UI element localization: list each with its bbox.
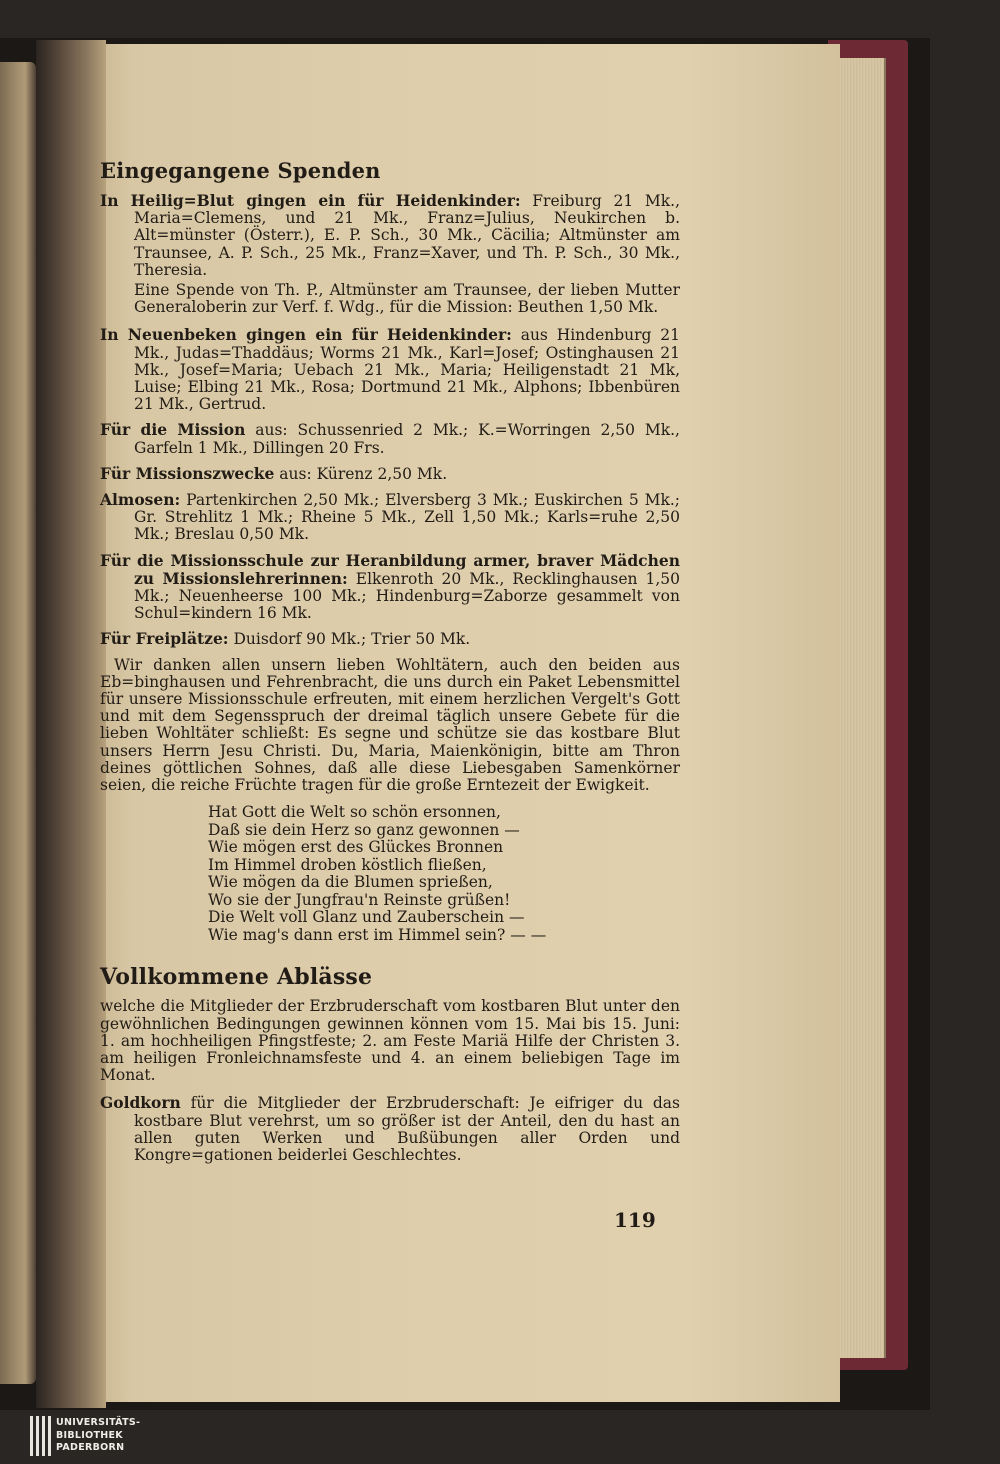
entry-text: für die Mitglieder der Erzbruderschaft: Je eifriger du das kostbare Blut verehrst, um so größer ist der Anteil, den du hast an allen guten Werken und Bußübungen aller Orden und Kongre=gationen beiderlei Geschlechtes. <box>134 1094 680 1164</box>
book-gutter <box>36 40 106 1408</box>
entry-text: aus Hindenburg 21 Mk., Judas=Thaddäus; Worms 21 Mk., Karl=Josef; Ostinghausen 21 Mk., Josef=Maria; Uebach 21 Mk., Maria; Heiligenstadt 21 Mk, Luise; Elbing 21 Mk., Rosa; Dortmund 21 Mk., Alphons; Ibbenbüren 21 Mk., Gertrud. <box>134 326 681 414</box>
entry-lead: Für Missionszwecke <box>100 463 275 483</box>
entry-missionsschule <box>100 552 680 623</box>
entry-heilig-blut <box>100 192 680 279</box>
poem-line: Wie mögen erst des Glückes Bronnen <box>208 838 504 857</box>
entry-text: aus: Schussenried 2 Mk.; K.=Worringen 2,50 Mk., Garfeln 1 Mk., Dillingen 20 Frs. <box>134 421 680 457</box>
poem-line: Wie mögen da die Blumen sprießen, <box>208 873 493 892</box>
entry-lead: Für Freiplätze: <box>100 629 229 649</box>
entry-goldkorn <box>100 1094 680 1164</box>
entry-text: aus: Kürenz 2,50 Mk. <box>279 464 448 483</box>
entry-text: Elkenroth 20 Mk., Recklinghausen 1,50 Mk.; Neuenheerse 100 Mk.; Hindenburg=Zaborze gesammelt von Schul=kindern 16 Mk. <box>134 569 680 623</box>
poem-line: Im Himmel droben köstlich fließen, <box>208 855 487 874</box>
entry-text: Freiburg 21 Mk., Maria=Clemens, und 21 Mk., Franz=Julius, Neukirchen b. Alt=münster (Österr.), E. P. Sch., 30 Mk., Cäcilia; Altmünster am Traunsee, A. P. Sch., 25 Mk., Franz=Xaver, und Th. P. Sch., 30 Mk., Theresia. <box>134 192 680 279</box>
logo-text <box>56 1417 140 1455</box>
heading-indulgences: Vollkommene Ablässe <box>100 964 373 991</box>
entry-lead: Für die Mission <box>100 420 246 440</box>
poem <box>208 804 680 944</box>
poem-line: Wo sie der Jungfrau'n Reinste grüßen! <box>208 890 511 909</box>
entry-sub-donation: Eine Spende von Th. P., Altmünster am Traunsee, der lieben Mutter Generaloberin zur Verf. f. Wdg., für die Mission: Beuthen 1,50 Mk. <box>134 281 680 317</box>
entry-lead: In Heilig=Blut gingen ein für Heidenkinder: <box>100 191 521 210</box>
thanks-paragraph: Wir danken allen unsern lieben Wohltätern, auch den beiden aus Eb=binghausen und Fehrenbracht, die uns durch ein Paket Lebensmittel für unsere Missionsschule erfreuten, mit einem herzlichen Vergelt's Gott und mit dem Segensspruch der dreimal täglich unsere Gebete für die lieben Wohltäter schließt: Es segne und schütze sie das kostbare Blut unsers Herrn Jesu Christi. Du, Maria, Maienkönigin, bitte am Thron deines göttlichen Sohnes, daß alle diese Liebesgaben Samenkörner seien, die reiche Früchte tragen für die große Erntezeit der Ewigkeit. <box>100 655 680 795</box>
entry-neuenbeken <box>100 326 680 413</box>
entry-almosen <box>100 491 680 544</box>
page-number: 119 <box>614 1208 656 1232</box>
heading-donations: Eingegangene Spenden <box>100 158 381 183</box>
entry-lead: In Neuenbeken gingen ein für Heidenkinder: <box>100 325 512 345</box>
entry-lead: Für die Missionsschule zur Heranbildung armer, braver Mädchen zu Missionslehrerinnen: <box>100 550 680 588</box>
logo-line: UNIVERSITÄTS- <box>56 1417 141 1428</box>
page-content <box>100 158 680 1172</box>
library-logo <box>30 1416 230 1456</box>
logo-line: BIBLIOTHEK <box>56 1429 123 1441</box>
entry-missionszwecke <box>100 465 680 483</box>
entry-mission <box>100 421 680 456</box>
entry-lead: Goldkorn <box>100 1093 181 1113</box>
poem-line: Wie mag's dann erst im Himmel sein? — — <box>208 925 547 944</box>
left-page-edge <box>0 62 36 1384</box>
entry-freiplaetze <box>100 630 680 648</box>
indulgences-text: welche die Mitglieder der Erzbruderschaft vom kostbaren Blut unter den gewöhnlichen Bedingungen gewinnen können vom 15. Mai bis 15. Juni: 1. am hochheiligen Pfingstfeste; 2. am Feste Mariä Hilfe der Christen 3. am heiligen Fronleichnamsfeste und 4. an einem beliebigen Tage im Monat. <box>100 997 680 1085</box>
poem-line: Hat Gott die Welt so schön ersonnen, <box>208 803 501 822</box>
entry-lead: Almosen: <box>100 490 181 510</box>
entry-text: Duisdorf 90 Mk.; Trier 50 Mk. <box>233 630 471 649</box>
poem-line: Die Welt voll Glanz und Zauberschein — <box>208 908 525 927</box>
logo-bars-icon <box>30 1416 52 1456</box>
poem-line: Daß sie dein Herz so ganz gewonnen — <box>208 820 520 839</box>
entry-text: Partenkirchen 2,50 Mk.; Elversberg 3 Mk.; Euskirchen 5 Mk.; Gr. Strehlitz 1 Mk.; Rheine 5 Mk., Zell 1,50 Mk.; Karls=ruhe 2,50 Mk.; Breslau 0,50 Mk. <box>134 491 680 544</box>
logo-line: PADERBORN <box>56 1442 125 1453</box>
